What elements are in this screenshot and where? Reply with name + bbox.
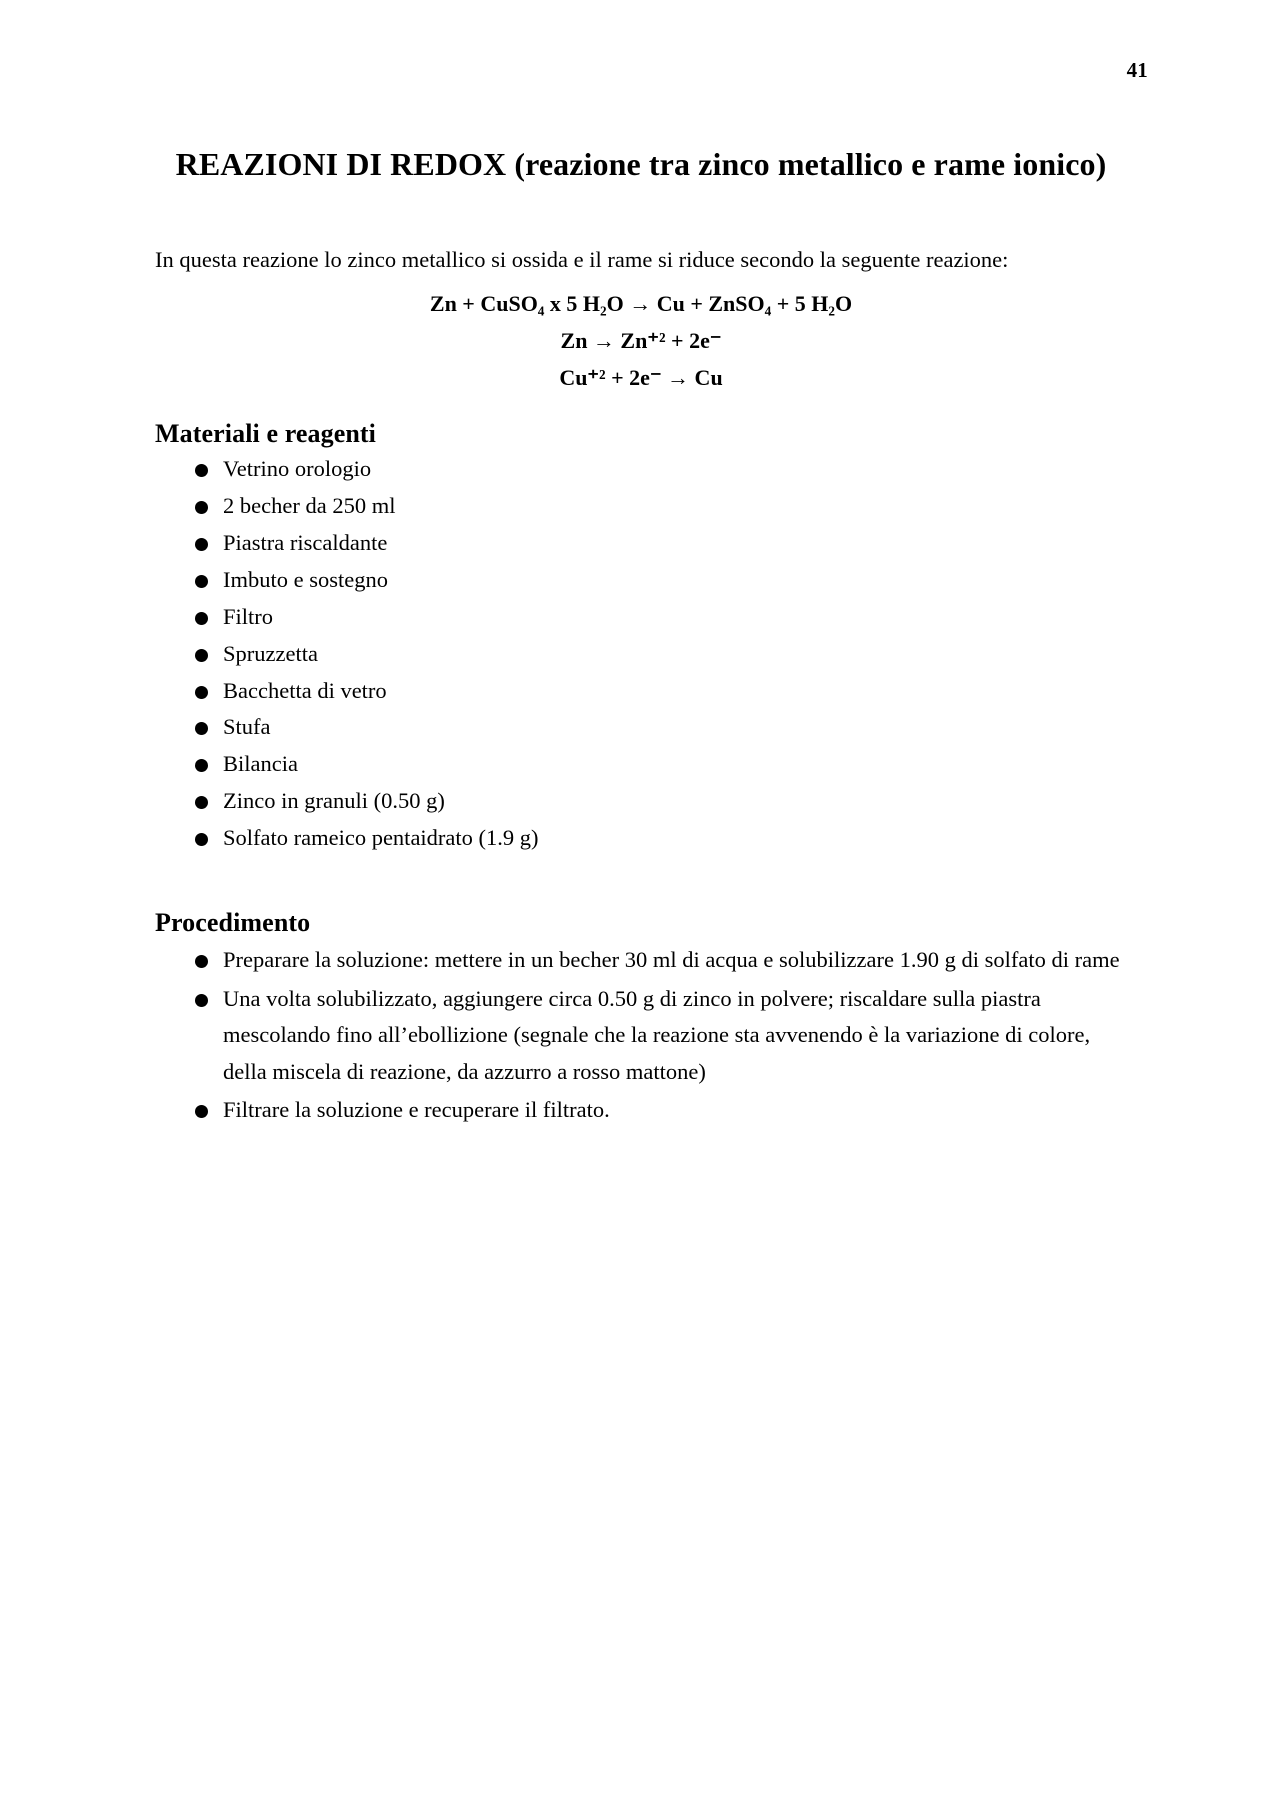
bullet-icon <box>195 955 208 968</box>
page-title: REAZIONI DI REDOX (reazione tra zinco metallico e rame ionico) <box>175 146 1107 182</box>
bullet-icon <box>195 464 208 477</box>
bullet-icon <box>195 575 208 588</box>
bullet-icon <box>195 501 208 514</box>
procedure-heading: Procedimento <box>155 908 311 938</box>
list-item-label: Vetrino orologio <box>223 455 372 481</box>
list-item-label: Spruzzetta <box>223 640 318 666</box>
list-item-label: Stufa <box>223 714 271 740</box>
list-item-label: Imbuto e sostegno <box>223 566 388 592</box>
list-item <box>155 601 1127 633</box>
list-item <box>155 675 1127 707</box>
bullet-icon <box>195 612 208 625</box>
bullet-icon <box>195 538 208 551</box>
list-item-label: Zinco in granuli (0.50 g) <box>223 788 445 814</box>
equation-block <box>155 286 1127 397</box>
list-item <box>155 490 1127 522</box>
page-number: 41 <box>1126 58 1148 82</box>
list-item <box>155 527 1127 559</box>
intro-paragraph: In questa reazione lo zinco metallico si ossida e il rame si riduce secondo la seguente reazione: <box>155 246 1009 272</box>
bullet-icon <box>195 686 208 699</box>
list-item <box>155 453 1127 485</box>
materials-list <box>155 453 1127 854</box>
list-item-label: Una volta solubilizzato, aggiungere circa 0.50 g di zinco in polvere; riscaldare sulla piastra mescolando fino all’ebollizione (segnale che la reazione sta avvenendo è la variazione di colore, della miscela di reazione, da azzurro a rosso mattone) <box>223 985 1091 1084</box>
page-content <box>155 140 1127 1130</box>
bullet-icon <box>195 759 208 772</box>
materials-heading: Materiali e reagenti <box>155 418 376 448</box>
equation-reduction: Cu⁺² + 2e⁻ → Cu <box>559 364 723 390</box>
list-item-label: Bilancia <box>223 751 298 777</box>
list-item-label: Solfato rameico pentaidrato (1.9 g) <box>223 825 539 851</box>
bullet-icon <box>195 1105 208 1118</box>
list-item-label: Preparare la soluzione: mettere in un becher 30 ml di acqua e solubilizzare 1.90 g di solfato di rame <box>223 947 1120 973</box>
procedure-list <box>155 942 1127 1128</box>
list-item-label: Piastra riscaldante <box>223 529 388 555</box>
list-item <box>155 822 1127 854</box>
equation-oxidation: Zn → Zn⁺² + 2e⁻ <box>560 327 722 353</box>
list-item-label: Bacchetta di vetro <box>223 677 387 703</box>
list-item <box>155 1092 1127 1128</box>
bullet-icon <box>195 796 208 809</box>
list-item <box>155 785 1127 817</box>
list-item <box>155 711 1127 743</box>
equation-overall: Zn + CuSO₄ x 5 H₂O → Cu + ZnSO₄ + 5 H₂O <box>429 291 853 317</box>
bullet-icon <box>195 649 208 662</box>
list-item <box>155 564 1127 596</box>
list-item <box>155 638 1127 670</box>
list-item <box>155 942 1127 978</box>
list-item <box>155 981 1127 1090</box>
list-item-label: 2 becher da 250 ml <box>223 492 396 518</box>
bullet-icon <box>195 994 208 1007</box>
bullet-icon <box>195 833 208 846</box>
list-item-label: Filtrare la soluzione e recuperare il filtrato. <box>223 1096 610 1122</box>
bullet-icon <box>195 722 208 735</box>
list-item <box>155 748 1127 780</box>
list-item-label: Filtro <box>223 603 274 629</box>
